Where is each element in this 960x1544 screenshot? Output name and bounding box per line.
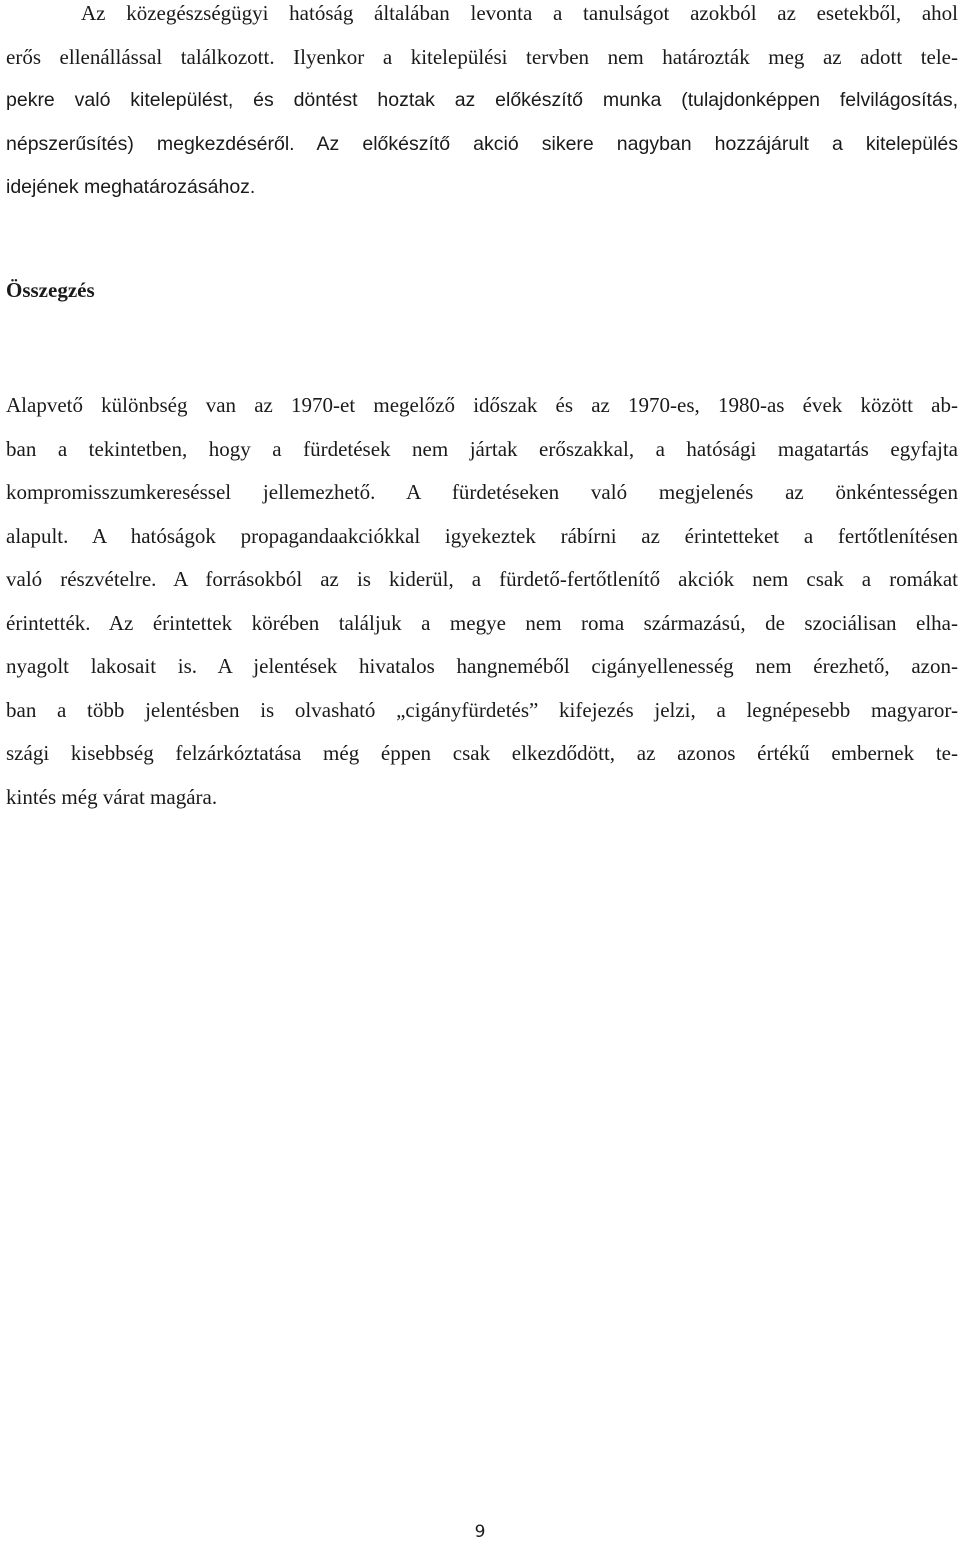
paragraph-line-part: Az előkészítő akció sikere nagyban hozzájárult a kitelepülés: [294, 132, 959, 155]
paragraph-line-part: népszerűsítés) megkezdéséről.: [6, 132, 295, 155]
paragraph-line: idejének meghatározásához.: [6, 176, 256, 198]
paragraph-line: érintették. Az érintettek körében találjuk a megye nem roma származású, de szociálisan elha-: [6, 610, 958, 635]
paragraph-line: kompromisszumkereséssel jellemezhető. A fürdetéseken való megjelenés az önkéntességen: [6, 480, 958, 504]
paragraph-line: kintés még várat magára.: [6, 784, 218, 809]
paragraph-line: alapult. A hatóságok propagandaakciókkal igyekeztek rábírni az érintetteket a fertőtlenítésen: [6, 523, 958, 548]
paragraph-line: való részvételre. A forrásokból az is kiderül, a fürdető-fertőtlenítő akciók nem csak a romákat: [6, 567, 958, 591]
paragraph-summary: [6, 384, 958, 819]
document-page: [6, 0, 958, 1543]
paragraph-line: Az közegészségügyi hatóság általában levonta a tanulságot azokból az esetekből, ahol: [81, 1, 958, 25]
paragraph-line: erős ellenállással találkozott. Ilyenkor a kitelepülési tervben nem határozták meg az adott tele-: [6, 44, 958, 69]
paragraph-line: ban a tekintetben, hogy a fürdetések nem jártak erőszakkal, a hatósági magatartás egyfajta: [6, 436, 958, 461]
paragraph-line: pekre való kitelepülést, és döntést hoztak az előkészítő munka (tulajdonképpen felvilágosítás,: [6, 89, 958, 111]
page-number: 9: [474, 1522, 486, 1542]
section-heading: Összegzés: [6, 278, 95, 302]
paragraph-line: ban a több jelentésben is olvasható „cigányfürdetés” kifejezés jelzi, a legnépesebb magyaror-: [6, 697, 958, 722]
paragraph-line: nyagolt lakosait is. A jelentések hivatalos hangneméből cigányellenesség nem érezhető, azon-: [6, 654, 958, 678]
paragraph-line: Alapvető különbség van az 1970-et megelőző időszak és az 1970-es, 1980-as évek között ab-: [6, 393, 958, 417]
paragraph-line-mixed: [6, 123, 958, 167]
paragraph-line: szági kisebbség felzárkóztatása még éppen csak elkezdődött, az azonos értékű embernek te-: [6, 741, 958, 765]
paragraph-resettlement: [6, 0, 958, 210]
